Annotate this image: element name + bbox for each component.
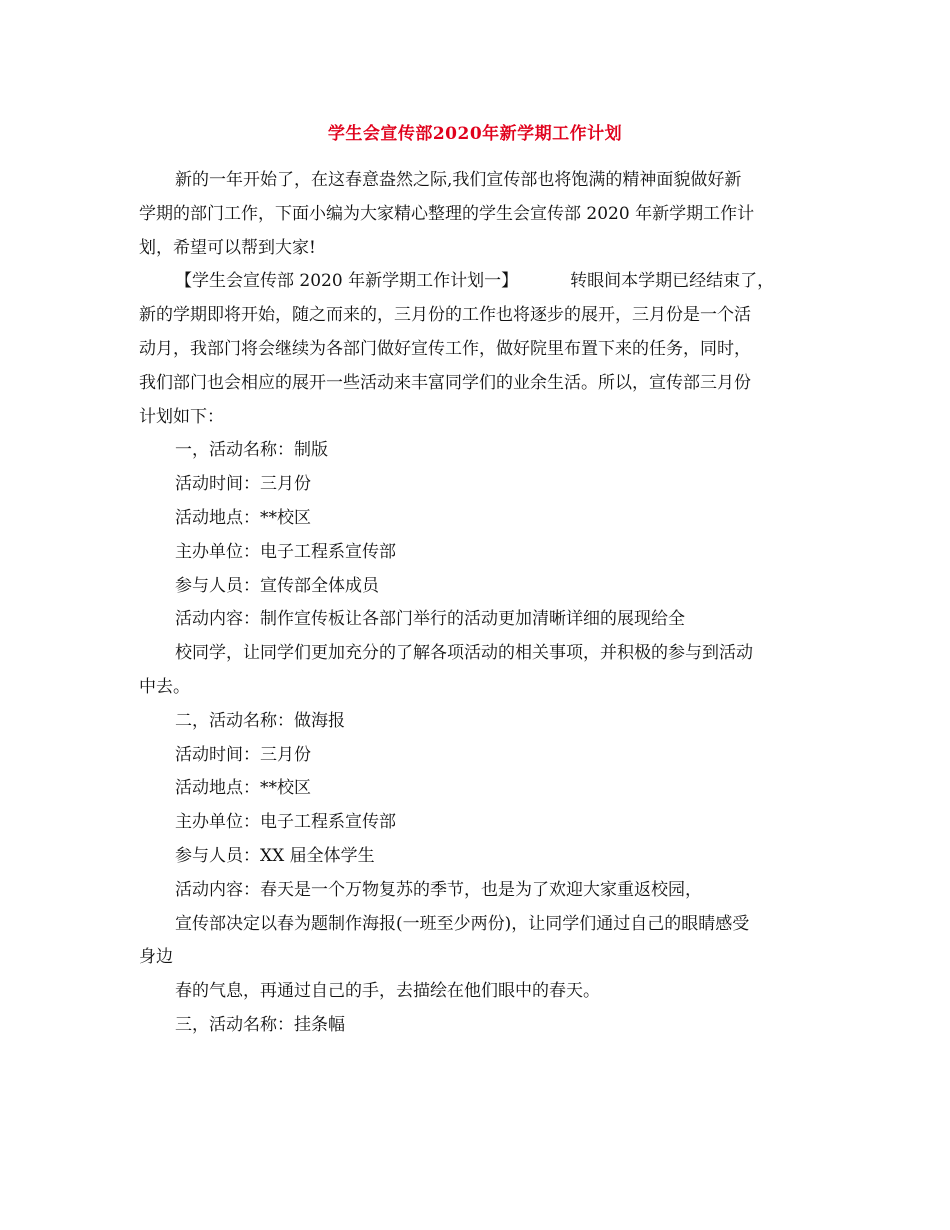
activity1-content-line: 校同学，让同学们更加充分的了解各项活动的相关事项，并积极的参与到活动 <box>175 643 753 664</box>
activity2-name: 二，活动名称：做海报 <box>175 710 345 731</box>
activity2-content-line: 宣传部决定以春为题制作海报(一班至少两份)，让同学们通过自己的眼睛感受 <box>175 913 750 934</box>
activity2-host: 主办单位：电子工程系宣传部 <box>175 812 396 833</box>
activity1-name: 一，活动名称：制版 <box>175 440 328 461</box>
plan-line: 新的学期即将开始，随之而来的，三月份的工作也将逐步的展开，三月份是一个活 <box>139 305 751 326</box>
intro-line: 学期的部门工作，下面小编为大家精心整理的学生会宣传部 2020 年新学期工作计 <box>139 203 755 224</box>
plan-paragraph <box>139 265 815 434</box>
plan-line: 动月，我部门将会继续为各部门做好宣传工作，做好院里布置下来的任务，同时， <box>139 338 751 359</box>
intro-line: 划，希望可以帮到大家! <box>139 237 316 258</box>
plan-line: 计划如下： <box>139 406 224 427</box>
plan-line: 我们部门也会相应的展开一些活动来丰富同学们的业余生活。所以，宣传部三月份 <box>139 372 751 393</box>
activity2-place: 活动地点：**校区 <box>175 778 311 799</box>
activity2-content-continued <box>139 908 815 976</box>
activity2-time: 活动时间：三月份 <box>175 744 311 765</box>
activity1-content-line: 中去。 <box>139 676 190 697</box>
activity2-people: 参与人员：XX 届全体学生 <box>175 845 375 866</box>
activity1-content: 活动内容：制作宣传板让各部门举行的活动更加清晰详细的展现给全 <box>175 609 685 630</box>
document-body <box>139 164 815 1043</box>
activity1-time: 活动时间：三月份 <box>175 474 311 495</box>
intro-line: 新的一年开始了，在这春意盎然之际,我们宣传部也将饱满的精神面貌做好新 <box>175 170 742 190</box>
activity3-name: 三，活动名称：挂条幅 <box>175 1014 345 1035</box>
activity1-place: 活动地点：**校区 <box>175 507 311 528</box>
plan-first-line <box>139 265 815 299</box>
activity2-content-line: 身边 <box>139 947 173 968</box>
intro-paragraph <box>139 164 815 265</box>
activity2-content: 活动内容：春天是一个万物复苏的季节，也是为了欢迎大家重返校园， <box>175 879 702 900</box>
activity1-host: 主办单位：电子工程系宣传部 <box>175 541 396 562</box>
activity2-content-final: 春的气息，再通过自己的手，去描绘在他们眼中的春天。 <box>175 981 600 1002</box>
document-title: 学生会宣传部2020年新学期工作计划 <box>327 124 623 144</box>
plan-heading: 【学生会宣传部 2020 年新学期工作计划一】 <box>175 271 519 292</box>
plan-line: 转眼间本学期已经结束了， <box>570 271 775 292</box>
activity1-content-continued <box>139 637 815 705</box>
activity1-people: 参与人员：宣传部全体成员 <box>175 575 379 596</box>
